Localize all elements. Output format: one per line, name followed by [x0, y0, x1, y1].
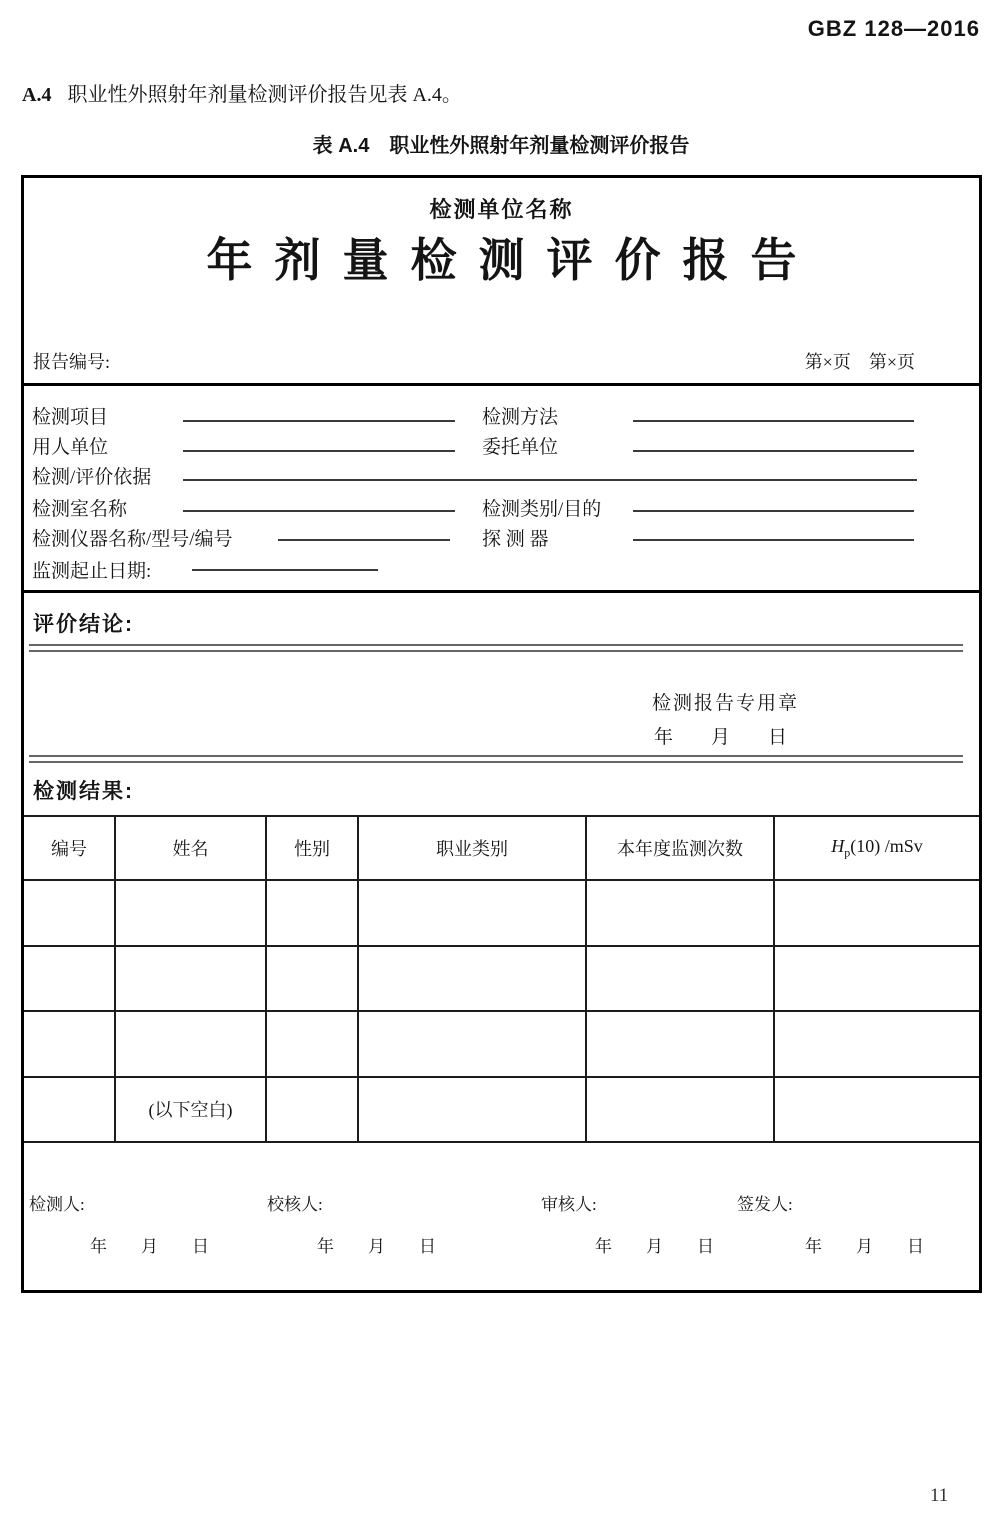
- field-label-item: 检测项目: [32, 407, 109, 428]
- field-label-employer: 用人单位: [32, 437, 109, 458]
- table-cell: [24, 880, 115, 945]
- results-label: 检测结果:: [33, 780, 134, 803]
- table-cell: [358, 1077, 586, 1142]
- field-label-method: 检测方法: [482, 407, 559, 428]
- standard-code: GBZ 128—2016: [807, 16, 980, 41]
- field-line-basis: [183, 479, 917, 481]
- table-cell: [24, 1077, 115, 1142]
- results-empty-row: [24, 1011, 979, 1076]
- results-empty-row: [24, 946, 979, 1011]
- table-cell: [24, 1011, 115, 1076]
- table-cell: [586, 1011, 774, 1076]
- signature-date-reviewer: 年 月 日: [595, 1237, 714, 1256]
- signature-label-tester: 检测人:: [29, 1195, 85, 1214]
- report-form-box: [21, 175, 982, 1293]
- conclusion-label: 评价结论:: [33, 613, 134, 636]
- field-line-lab-name: [183, 510, 455, 512]
- field-line-detector: [633, 539, 914, 541]
- header-cell-monitor-count: 本年度监测次数: [586, 816, 774, 880]
- stamp-date-line: 年 月 日: [654, 727, 788, 748]
- field-line-employer: [183, 450, 455, 452]
- field-label-basis: 检测/评价依据: [32, 467, 152, 488]
- double-rule-conclusion: [29, 644, 963, 652]
- signature-date-issuer: 年 月 日: [805, 1237, 924, 1256]
- table-cell: [266, 880, 358, 945]
- field-label-detector: 探 测 器: [482, 529, 549, 550]
- header-cell-sex: 性别: [266, 816, 358, 880]
- report-title: 年剂量检测评价报告: [206, 235, 819, 286]
- page-number: 11: [930, 1485, 949, 1506]
- dose-symbol: H: [831, 835, 845, 856]
- table-cell: [774, 1077, 979, 1142]
- field-line-instrument: [278, 539, 450, 541]
- report-number-label: 报告编号:: [33, 352, 111, 372]
- intro-clause-number: A.4: [22, 84, 52, 106]
- table-cell: [358, 1011, 586, 1076]
- field-label-category: 检测类别/目的: [482, 499, 602, 520]
- results-empty-row: [24, 880, 979, 945]
- field-line-method: [633, 420, 914, 422]
- page-marks: 第×页 第×页: [804, 352, 915, 372]
- table-cell: [115, 880, 266, 945]
- signature-label-reviewer: 审核人:: [541, 1195, 597, 1214]
- dose-subscript: p: [844, 845, 851, 860]
- separator-rule-top: [21, 383, 982, 386]
- header-cell-dose: [774, 816, 979, 880]
- table-cell: [774, 1011, 979, 1076]
- table-caption: 表 A.4 职业性外照射年剂量检测评价报告: [312, 135, 690, 157]
- field-label-instrument: 检测仪器名称/型号/编号: [32, 529, 233, 550]
- blank-note-cell: (以下空白): [115, 1077, 266, 1142]
- org-name-line: 检测单位名称: [429, 197, 574, 222]
- separator-rule-fields-bottom: [21, 590, 982, 593]
- table-cell: [266, 1077, 358, 1142]
- results-header-row: [24, 816, 979, 880]
- field-line-period: [192, 569, 378, 571]
- signature-date-checker: 年 月 日: [317, 1237, 436, 1256]
- table-cell: [774, 880, 979, 945]
- intro-paragraph: [22, 78, 462, 107]
- stamp-label: 检测报告专用章: [652, 693, 800, 714]
- field-label-lab-name: 检测室名称: [32, 499, 128, 520]
- table-cell: [266, 1011, 358, 1076]
- results-table: [24, 815, 979, 1143]
- header-cell-name: 姓名: [115, 816, 266, 880]
- dose-unit: (10) /mSv: [850, 835, 923, 856]
- table-cell: [586, 880, 774, 945]
- field-label-client: 委托单位: [482, 437, 559, 458]
- field-label-period: 监测起止日期:: [32, 561, 152, 582]
- results-blank-note-row: [24, 1077, 979, 1142]
- field-line-client: [633, 450, 914, 452]
- signature-label-issuer: 签发人:: [737, 1195, 793, 1214]
- table-cell: [586, 946, 774, 1011]
- field-line-item: [183, 420, 455, 422]
- table-cell: [358, 880, 586, 945]
- table-cell: [358, 946, 586, 1011]
- intro-text: 职业性外照射年剂量检测评价报告见表 A.4。: [67, 84, 462, 106]
- table-cell: [266, 946, 358, 1011]
- table-cell: [115, 946, 266, 1011]
- table-cell: [586, 1077, 774, 1142]
- double-rule-results: [29, 755, 963, 763]
- field-line-category: [633, 510, 914, 512]
- table-cell: [24, 946, 115, 1011]
- header-cell-occupation: 职业类别: [358, 816, 586, 880]
- signature-label-checker: 校核人:: [267, 1195, 323, 1214]
- header-cell-id: 编号: [24, 816, 115, 880]
- table-cell: [774, 946, 979, 1011]
- signature-date-tester: 年 月 日: [90, 1237, 209, 1256]
- table-cell: [115, 1011, 266, 1076]
